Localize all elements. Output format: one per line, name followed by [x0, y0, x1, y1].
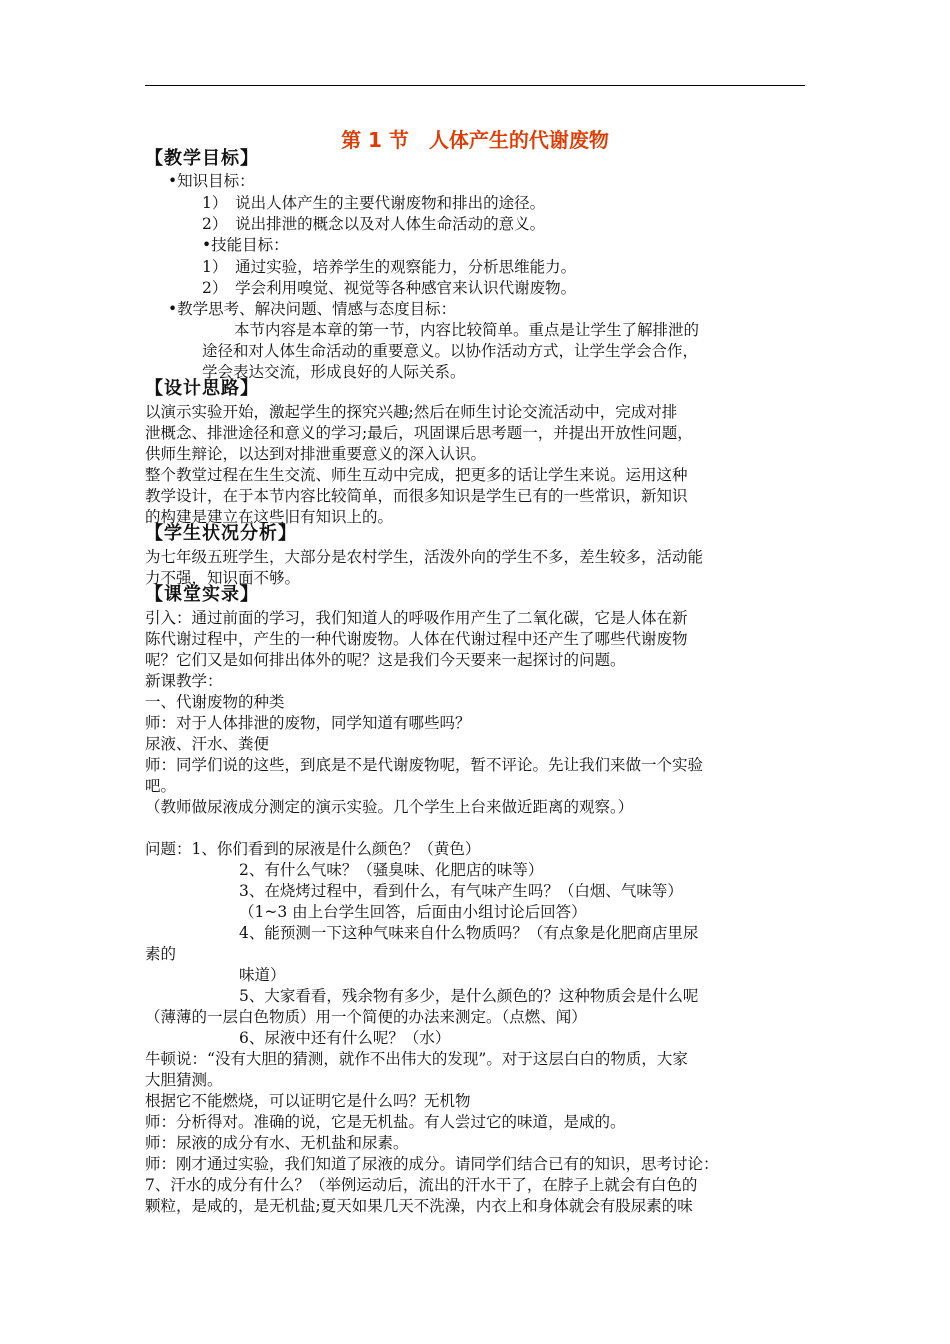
objective-line: •知识目标： [168, 172, 255, 190]
question-line: 6、尿液中还有什么呢？（水） [239, 1029, 451, 1047]
design-line: 供师生辩论，以达到对排泄重要意义的深入认识。 [145, 445, 487, 463]
objective-line: 学会表达交流，形成良好的人际关系。 [202, 363, 466, 381]
design-line: 的构建是建立在这些旧有知识上的。 [145, 508, 394, 526]
question-line: 素的 [145, 945, 177, 963]
students-line: 为七年级五班学生，大部分是农村学生，活泼外向的学生不多，差生较多，活动能 [145, 548, 704, 566]
heading-record: 【课堂实录】 [145, 584, 259, 605]
record-line: 一、代谢废物的种类 [145, 693, 285, 711]
objective-line: •教学思考、解决问题、情感与态度目标： [168, 300, 457, 318]
objective-line: 1） 通过实验，培养学生的观察能力，分析思维能力。 [202, 258, 577, 276]
record-line: 尿液、汗水、粪便 [145, 735, 270, 753]
record-line: 7、汗水的成分有什么？（举例运动后，流出的汗水干了，在脖子上就会有白色的 [145, 1176, 698, 1194]
objective-line: 2） 学会利用嗅觉、视觉等各种感官来认识代谢废物。 [202, 279, 577, 297]
question-line: 问题：1、你们看到的尿液是什么颜色？（黄色） [145, 840, 481, 858]
record-line: （教师做尿液成分测定的演示实验。几个学生上台来做近距离的观察。） [145, 798, 634, 816]
record-line: 陈代谢过程中，产生的一种代谢废物。人体在代谢过程中还产生了哪些代谢废物 [145, 630, 688, 648]
record-line: 牛顿说：“没有大胆的猜测，就作不出伟大的发现”。对于这层白白的物质，大家 [145, 1050, 688, 1068]
top-rule [145, 85, 805, 86]
objective-line: 途径和对人体生命活动的重要意义。以协作活动方式，让学生学会合作， [202, 342, 699, 360]
heading-design: 【设计思路】 [145, 378, 259, 399]
record-line: 师：分析得对。准确的说，它是无机盐。有人尝过它的味道，是咸的。 [145, 1113, 626, 1131]
students-line: 力不强，知识面不够。 [145, 569, 301, 587]
design-line: 泄概念、排泄途径和意义的学习;最后，巩固课后思考题一，并提出开放性问题， [145, 424, 693, 442]
record-line: 根据它不能燃烧，可以证明它是什么吗？无机物 [145, 1092, 471, 1110]
question-line: （薄薄的一层白色物质）用一个简便的办法来测定。（点燃、闻） [145, 1008, 587, 1026]
objective-line: 2） 说出排泄的概念以及对人体生命活动的意义。 [202, 215, 546, 233]
record-line: 吧。 [145, 777, 177, 795]
record-line: 新课教学： [145, 672, 223, 690]
question-line: 味道） [239, 966, 286, 984]
record-line: 颗粒，是咸的，是无机盐;夏天如果几天不洗澡，内衣上和身体就会有股尿素的味 [145, 1197, 693, 1215]
record-line: 师：尿液的成分有水、无机盐和尿素。 [145, 1134, 409, 1152]
record-line: 呢？它们又是如何排出体外的呢？这是我们今天要来一起探讨的问题。 [145, 651, 626, 669]
heading-objectives: 【教学目标】 [145, 148, 259, 169]
design-line: 教学设计，在于本节内容比较简单，而很多知识是学生已有的一些常识，新知识 [145, 487, 688, 505]
page-title: 第 1 节 人体产生的代谢废物 [341, 128, 609, 152]
objective-line: •技能目标： [202, 236, 289, 254]
question-line: 2、有什么气味？（骚臭味、化肥店的味等） [239, 861, 544, 879]
design-line: 以演示实验开始，激起学生的探究兴趣;然后在师生讨论交流活动中，完成对排 [145, 403, 678, 421]
question-line: （1~3 由上台学生回答，后面由小组讨论后回答） [239, 903, 587, 921]
question-line: 3、在烧烤过程中，看到什么，有气味产生吗？（白烟、气味等） [239, 882, 683, 900]
question-line: 5、大家看看，残余物有多少，是什么颜色的？这种物质会是什么呢 [239, 987, 699, 1005]
objective-line: 本节内容是本章的第一节，内容比较简单。重点是让学生了解排泄的 [234, 321, 700, 339]
record-line: 引入：通过前面的学习，我们知道人的呼吸作用产生了二氧化碳，它是人体在新 [145, 609, 688, 627]
record-line: 大胆猜测。 [145, 1071, 223, 1089]
design-line: 整个教堂过程在生生交流、师生互动中完成，把更多的话让学生来说。运用这种 [145, 466, 688, 484]
objective-line: 1） 说出人体产生的主要代谢废物和排出的途径。 [202, 194, 546, 212]
question-line: 4、能预测一下这种气味来自什么物质吗？（有点象是化肥商店里尿 [239, 924, 699, 942]
record-line: 师：对于人体排泄的废物，同学知道有哪些吗？ [145, 714, 471, 732]
heading-students: 【学生状况分析】 [145, 523, 297, 544]
record-line: 师：同学们说的这些，到底是不是代谢废物呢，暂不评论。先让我们来做一个实验 [145, 756, 704, 774]
record-line: 师：刚才通过实验，我们知道了尿液的成分。请同学们结合已有的知识，思考讨论： [145, 1155, 719, 1173]
